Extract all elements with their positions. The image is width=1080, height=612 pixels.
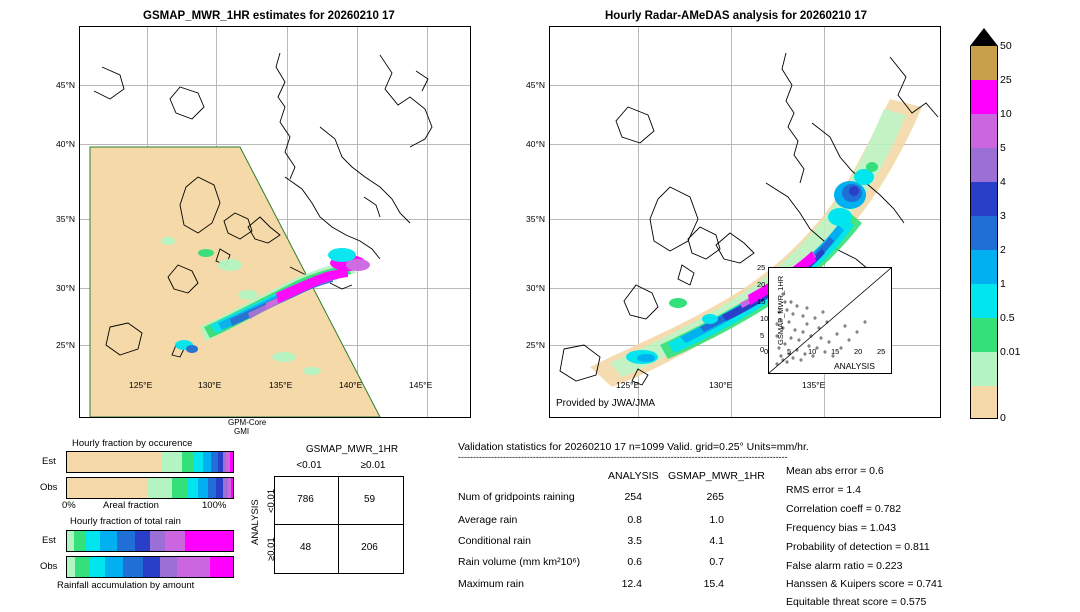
colorbar-tick: 0 (1000, 412, 1006, 424)
validation-row-analysis: 3.5 (627, 535, 642, 547)
bar-segment (143, 557, 160, 577)
bar-segment (230, 452, 233, 472)
validation-row-label: Average rain (458, 514, 518, 526)
scatter-xlabel: ANALYSIS (834, 361, 875, 371)
scatter-xtick: 0 (764, 347, 769, 356)
bar-segment (216, 478, 223, 498)
validation-stat: Hanssen & Kuipers score = 0.741 (786, 578, 943, 590)
contingency-row-header: ≥0.01 (266, 537, 277, 561)
left-lat-label: 30°N (56, 283, 75, 293)
colorbar-segment (970, 182, 998, 216)
colorbar-segment (970, 148, 998, 182)
validation-stat: Probability of detection = 0.811 (786, 541, 930, 553)
right-lat-label: 45°N (526, 80, 545, 90)
left-map-frame (79, 26, 471, 418)
areal-fraction-right-label: 100% (202, 500, 227, 511)
right-map-title: Hourly Radar-AMeDAS analysis for 20260210 17 (605, 10, 868, 22)
contingency-title: GSMAP_MWR_1HR (305, 444, 399, 455)
validation-row-estimate: 0.7 (709, 556, 724, 568)
total-rain-obs-bar (66, 556, 234, 578)
bar-segment (187, 478, 199, 498)
validation-stat: Frequency bias = 1.043 (786, 522, 897, 534)
left-lat-label: 35°N (56, 214, 75, 224)
colorbar-top-arrow (970, 28, 998, 46)
scatter-ylabel: GSMAP_MWR_1HR (776, 275, 785, 345)
right-lat-label: 30°N (526, 283, 545, 293)
colorbar-tick: 3 (1000, 210, 1006, 222)
bar-segment (85, 531, 100, 551)
total-rain-est-bar (66, 530, 234, 552)
scatter-xtick: 25 (877, 347, 886, 356)
validation-row-label: Num of gridpoints raining (458, 491, 575, 503)
colorbar-segment (970, 250, 998, 284)
validation-stat: Correlation coeff = 0.782 (786, 503, 902, 515)
contingency-col-header: ≥0.01 (360, 460, 386, 471)
occurrence-chart-title: Hourly fraction by occurence (72, 438, 193, 449)
colorbar-segment (970, 46, 998, 80)
colorbar-tick: 25 (1000, 74, 1012, 86)
validation-divider: -------------------------------------------------------------------------------------------------------------- (458, 452, 788, 462)
colorbar-tick: 5 (1000, 142, 1006, 154)
contingency-row-header: <0.01 (266, 488, 277, 513)
occurrence-obs-label: Obs (40, 482, 58, 493)
colorbar (970, 28, 1030, 424)
left-lat-label: 40°N (56, 139, 75, 149)
bar-segment (210, 557, 233, 577)
contingency-cell: 206 (361, 542, 378, 553)
scatter-ytick: 0 (760, 345, 765, 354)
bar-segment (117, 531, 135, 551)
bar-segment (193, 452, 203, 472)
validation-stat: RMS error = 1.4 (786, 484, 861, 496)
scatter-inset-plot (769, 268, 891, 373)
validation-stat: Equitable threat score = 0.575 (786, 596, 927, 608)
left-lon-label: 130°E (198, 380, 222, 390)
colorbar-tick: 0.5 (1000, 312, 1015, 324)
colorbar-segment (970, 386, 998, 419)
scatter-ytick: 25 (757, 263, 766, 272)
validation-row-estimate: 15.4 (703, 578, 724, 590)
right-lat-label: 35°N (526, 214, 545, 224)
bar-segment (162, 452, 182, 472)
right-map-frame (549, 26, 941, 418)
bar-segment (150, 531, 165, 551)
bar-segment (172, 478, 187, 498)
colorbar-tick: 0.01 (1000, 346, 1021, 358)
gpm-core-caption: GPM-Core (228, 418, 267, 427)
areal-fraction-left-label: 0% (62, 500, 76, 511)
table-divider (338, 477, 339, 573)
bar-segment (67, 478, 148, 498)
validation-header: Validation statistics for 20260210 17 n=1099 Valid. grid=0.25° Units=mm/hr. (458, 441, 809, 453)
scatter-xtick: 5 (787, 347, 792, 356)
provided-by-label: Provided by JWA/JMA (556, 398, 656, 409)
validation-row-analysis: 254 (624, 491, 642, 503)
colorbar-segment (970, 352, 998, 386)
validation-row-analysis: 0.8 (627, 514, 642, 526)
bar-segment (105, 557, 123, 577)
left-lon-label: 140°E (339, 380, 363, 390)
bar-segment (182, 452, 194, 472)
validation-col-header-estimate: GSMAP_MWR_1HR (668, 470, 765, 482)
contingency-cell: 786 (297, 494, 314, 505)
bar-segment (123, 557, 143, 577)
left-map-graphics (80, 27, 470, 417)
bar-segment (67, 452, 162, 472)
bar-segment (185, 531, 233, 551)
right-lon-label: 135°E (802, 380, 826, 390)
bar-segment (135, 531, 150, 551)
scatter-ytick: 15 (757, 297, 766, 306)
contingency-table (274, 476, 404, 574)
scatter-ytick: 5 (760, 331, 765, 340)
bar-segment (89, 557, 106, 577)
validation-row-analysis: 0.6 (627, 556, 642, 568)
colorbar-tick: 4 (1000, 176, 1006, 188)
bar-segment (67, 557, 75, 577)
colorbar-tick: 50 (1000, 40, 1012, 52)
scatter-inset-frame (768, 267, 892, 374)
left-lat-label: 45°N (56, 80, 75, 90)
bar-segment (203, 452, 211, 472)
right-lat-label: 25°N (526, 340, 545, 350)
validation-row-estimate: 4.1 (709, 535, 724, 547)
table-divider (275, 524, 403, 525)
bar-segment (67, 531, 74, 551)
bar-segment (198, 478, 208, 498)
bar-segment (75, 557, 88, 577)
contingency-cell: 48 (299, 542, 312, 553)
contingency-cell: 59 (363, 494, 376, 505)
validation-row-label: Rain volume (mm km²10⁶) (458, 556, 581, 568)
contingency-col-header: <0.01 (296, 460, 322, 471)
colorbar-tick: 2 (1000, 244, 1006, 256)
scatter-ytick: 20 (757, 280, 766, 289)
bar-segment (74, 531, 86, 551)
bar-segment (177, 557, 210, 577)
scatter-xtick: 10 (808, 347, 817, 356)
validation-row-estimate: 265 (706, 491, 724, 503)
colorbar-tick: 10 (1000, 108, 1012, 120)
bar-segment (148, 478, 171, 498)
scatter-xtick: 15 (831, 347, 840, 356)
bar-segment (231, 478, 233, 498)
bar-segment (100, 531, 117, 551)
colorbar-tick: 1 (1000, 278, 1006, 290)
left-lon-label: 135°E (269, 380, 293, 390)
total-rain-est-label: Est (42, 535, 56, 546)
validation-stat: False alarm ratio = 0.223 (786, 560, 903, 572)
contingency-axis-label: ANALYSIS (250, 499, 261, 545)
validation-row-analysis: 12.4 (621, 578, 642, 590)
rainfall-accumulation-caption: Rainfall accumulation by amount (57, 580, 195, 591)
validation-row-label: Conditional rain (458, 535, 531, 547)
left-lat-label: 25°N (56, 340, 75, 350)
areal-fraction-axis-label: Areal fraction (103, 500, 159, 511)
scatter-ytick: 10 (760, 314, 769, 323)
occurrence-obs-bar (66, 477, 234, 499)
bar-segment (160, 557, 177, 577)
colorbar-segment (970, 318, 998, 352)
validation-row-label: Maximum rain (458, 578, 524, 590)
colorbar-segment (970, 216, 998, 250)
bar-segment (165, 531, 185, 551)
validation-stat: Mean abs error = 0.6 (786, 465, 884, 477)
colorbar-segment (970, 80, 998, 114)
total-rain-chart-title: Hourly fraction of total rain (70, 516, 181, 527)
left-map-title: GSMAP_MWR_1HR estimates for 20260210 17 (143, 10, 395, 22)
right-lat-label: 40°N (526, 139, 545, 149)
right-lon-label: 125°E (616, 380, 640, 390)
colorbar-segment (970, 114, 998, 148)
occurrence-est-label: Est (42, 456, 56, 467)
validation-col-header-analysis: ANALYSIS (608, 470, 659, 482)
scatter-xtick: 20 (854, 347, 863, 356)
left-lon-label: 125°E (129, 380, 153, 390)
gmi-caption: GMI (234, 427, 250, 436)
bar-segment (208, 478, 216, 498)
bar-segment (211, 452, 218, 472)
left-lon-label: 145°E (409, 380, 433, 390)
occurrence-est-bar (66, 451, 234, 473)
total-rain-obs-label: Obs (40, 561, 58, 572)
validation-row-estimate: 1.0 (709, 514, 724, 526)
colorbar-segment (970, 284, 998, 318)
right-lon-label: 130°E (709, 380, 733, 390)
